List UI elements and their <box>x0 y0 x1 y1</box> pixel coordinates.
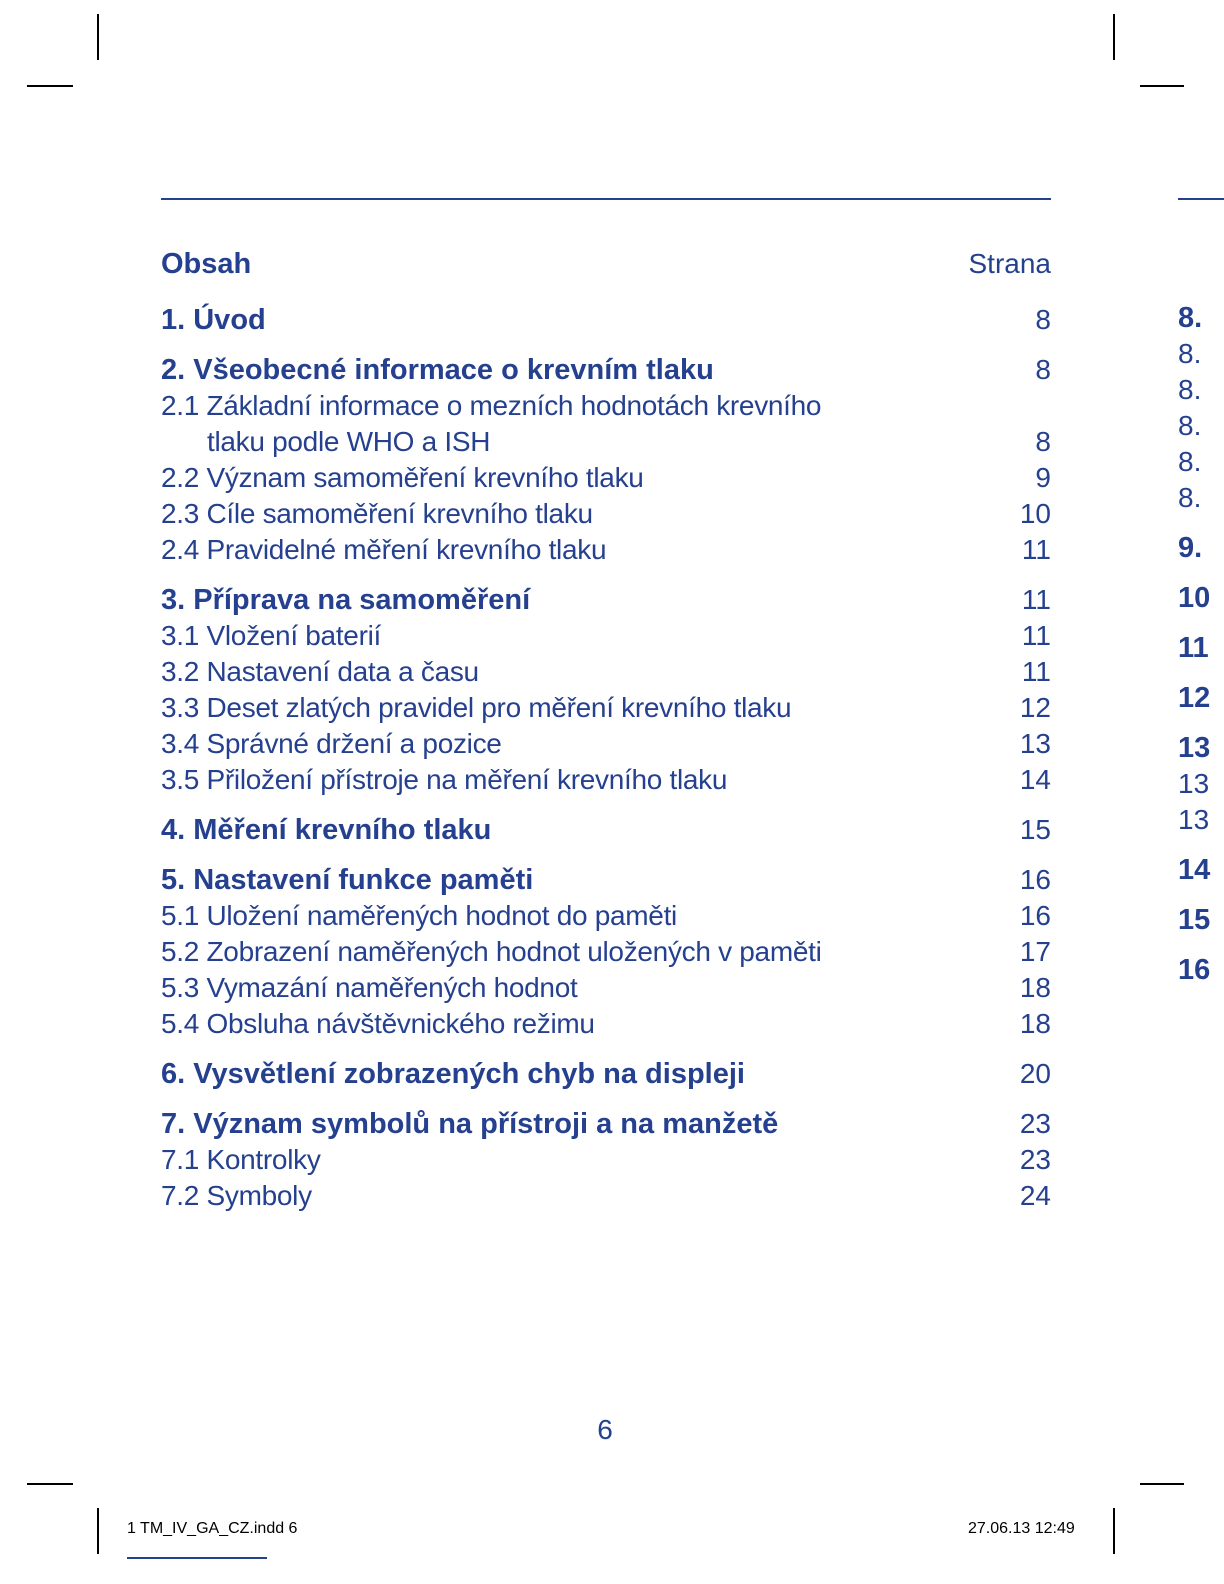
toc-entry[interactable] <box>161 1178 1051 1214</box>
toc-section <box>161 352 1051 568</box>
toc-page-number: 11 <box>1021 584 1051 615</box>
toc-entry-label: 5.2 Zobrazení naměřených hodnot uložených v paměti <box>161 936 822 967</box>
toc-page-number: 14 <box>1019 764 1051 795</box>
toc-section-heading[interactable] <box>161 302 1051 338</box>
header-rule <box>161 198 1051 200</box>
toc-page-number: 23 <box>1019 1108 1051 1139</box>
toc-entry-label: 7.2 Symboly <box>161 1180 312 1211</box>
page-number: 6 <box>597 1414 613 1445</box>
toc-entry[interactable] <box>161 460 1051 496</box>
toc-entry[interactable] <box>161 496 1051 532</box>
toc-entry[interactable] <box>161 934 1051 970</box>
toc-page-number: 9 <box>1035 462 1051 493</box>
toc-page-number: 11 <box>1021 534 1051 565</box>
toc-entry-label: 3.3 Deset zlatých pravidel pro měření krevního tlaku <box>161 692 792 723</box>
toc-entry[interactable] <box>161 690 1051 726</box>
crop-mark <box>97 1508 99 1554</box>
toc-entry-label: 5.1 Uložení naměřených hodnot do paměti <box>161 900 677 931</box>
toc-section-heading[interactable] <box>161 1106 1051 1142</box>
toc-page-number: 16 <box>1019 900 1051 931</box>
next-page-fragment: 8. <box>1178 482 1202 513</box>
toc-entry[interactable] <box>161 726 1051 762</box>
toc-section-title: 4. Měření krevního tlaku <box>161 814 492 846</box>
toc-section-heading[interactable] <box>161 352 1051 388</box>
crop-mark <box>1113 1508 1115 1554</box>
toc-page-number: 13 <box>1019 728 1051 759</box>
next-page-fragment: 8. <box>1178 410 1202 441</box>
toc-entry-label: 5.3 Vymazání naměřených hodnot <box>161 972 578 1003</box>
toc-entry-label: 2.1 Základní informace o mezních hodnotách krevního <box>161 390 822 421</box>
toc-section-heading[interactable] <box>161 1056 1051 1092</box>
toc-entry-label: 3.4 Správné držení a pozice <box>161 728 502 759</box>
crop-mark <box>1140 1483 1184 1485</box>
toc-entry-label: 5.4 Obsluha návštěvnického režimu <box>161 1008 595 1039</box>
toc-entry-label: 2.2 Význam samoměření krevního tlaku <box>161 462 644 493</box>
toc-section <box>161 582 1051 798</box>
next-page-fragment: 10 <box>1178 582 1211 614</box>
crop-mark <box>1113 14 1115 60</box>
toc-section-title: 5. Nastavení funkce paměti <box>161 864 534 896</box>
next-page-fragment: 8. <box>1178 374 1202 405</box>
toc-section-heading[interactable] <box>161 812 1051 848</box>
next-page-fragment: 14 <box>1178 854 1211 886</box>
next-page-fragment: 9. <box>1178 532 1203 564</box>
toc-entry-label: tlaku podle WHO a ISH <box>207 426 491 457</box>
toc-section-heading[interactable] <box>161 862 1051 898</box>
slug-rule <box>127 1557 267 1559</box>
toc-page-number: 20 <box>1019 1058 1051 1089</box>
toc-section-title: 1. Úvod <box>161 304 266 336</box>
toc-page-number: 17 <box>1019 936 1051 967</box>
toc-page-number: 23 <box>1019 1144 1051 1175</box>
next-page-fragment: 11 <box>1178 632 1209 664</box>
toc-entry[interactable] <box>161 1006 1051 1042</box>
toc-entry[interactable] <box>161 532 1051 568</box>
toc-entry[interactable] <box>161 654 1051 690</box>
crop-mark <box>1140 85 1184 87</box>
toc-page-number: 24 <box>1019 1180 1051 1211</box>
next-page-rule <box>1178 198 1224 200</box>
toc-section-title: 2. Všeobecné informace o krevním tlaku <box>161 354 714 386</box>
toc-page-number: 10 <box>1019 498 1051 529</box>
toc-section-heading[interactable] <box>161 582 1051 618</box>
next-page-fragment: 13 <box>1178 732 1211 764</box>
toc-page-number: 15 <box>1019 814 1051 845</box>
next-page-fragment: 13 <box>1178 768 1210 799</box>
toc-section <box>161 862 1051 1042</box>
toc-entry-label: 3.2 Nastavení data a času <box>161 656 479 687</box>
toc-entry-label: 7.1 Kontrolky <box>161 1144 321 1175</box>
next-page-peek <box>1178 300 1224 988</box>
toc-page-number: 18 <box>1019 972 1051 1003</box>
toc-page-number: 8 <box>1035 304 1051 335</box>
toc-entry-label: 2.4 Pravidelné měření krevního tlaku <box>161 534 607 565</box>
next-page-fragment: 8. <box>1178 302 1203 334</box>
toc-section <box>161 1056 1051 1092</box>
toc-page-label: Strana <box>968 248 1051 279</box>
toc-title: Obsah <box>161 248 252 280</box>
toc-entry-label: 3.5 Přiložení přístroje na měření krevního tlaku <box>161 764 728 795</box>
next-page-fragment: 16 <box>1178 954 1211 986</box>
crop-mark <box>27 1483 73 1485</box>
toc-section <box>161 1106 1051 1214</box>
crop-mark <box>27 85 73 87</box>
toc-section-title: 6. Vysvětlení zobrazených chyb na displeji <box>161 1058 745 1090</box>
toc-page-number: 11 <box>1021 620 1051 651</box>
toc-entry[interactable] <box>161 1142 1051 1178</box>
toc-section-title: 3. Příprava na samoměření <box>161 584 531 616</box>
toc-page-number: 8 <box>1035 354 1051 385</box>
toc-page-number: 12 <box>1019 692 1051 723</box>
toc-page-number: 8 <box>1035 426 1051 457</box>
toc-entry[interactable] <box>161 388 1051 424</box>
toc-section <box>161 302 1051 338</box>
next-page-fragment: 8. <box>1178 338 1202 369</box>
toc-entry[interactable] <box>161 424 1051 460</box>
toc-entry[interactable] <box>161 618 1051 654</box>
next-page-fragment: 13 <box>1178 804 1210 835</box>
toc-page-number: 11 <box>1021 656 1051 687</box>
toc-page-number: 16 <box>1019 864 1051 895</box>
toc-section-title: 7. Význam symbolů na přístroji a na manžetě <box>161 1108 779 1140</box>
toc-entry-label: 3.1 Vložení baterií <box>161 620 381 651</box>
next-page-fragment: 15 <box>1178 904 1211 936</box>
toc-entry[interactable] <box>161 970 1051 1006</box>
crop-mark <box>97 14 99 60</box>
slug-file: 1 TM_IV_GA_CZ.indd 6 <box>127 1520 298 1537</box>
table-of-contents <box>161 248 1051 1214</box>
toc-entry[interactable] <box>161 762 1051 798</box>
toc-entry-label: 2.3 Cíle samoměření krevního tlaku <box>161 498 593 529</box>
toc-entry[interactable] <box>161 898 1051 934</box>
slug-date-time: 27.06.13 12:49 <box>968 1520 1075 1537</box>
toc-page-number: 18 <box>1019 1008 1051 1039</box>
next-page-fragment: 12 <box>1178 682 1211 714</box>
toc-body <box>161 302 1051 1214</box>
toc-header <box>161 248 1051 288</box>
toc-section <box>161 812 1051 848</box>
next-page-fragment: 8. <box>1178 446 1202 477</box>
